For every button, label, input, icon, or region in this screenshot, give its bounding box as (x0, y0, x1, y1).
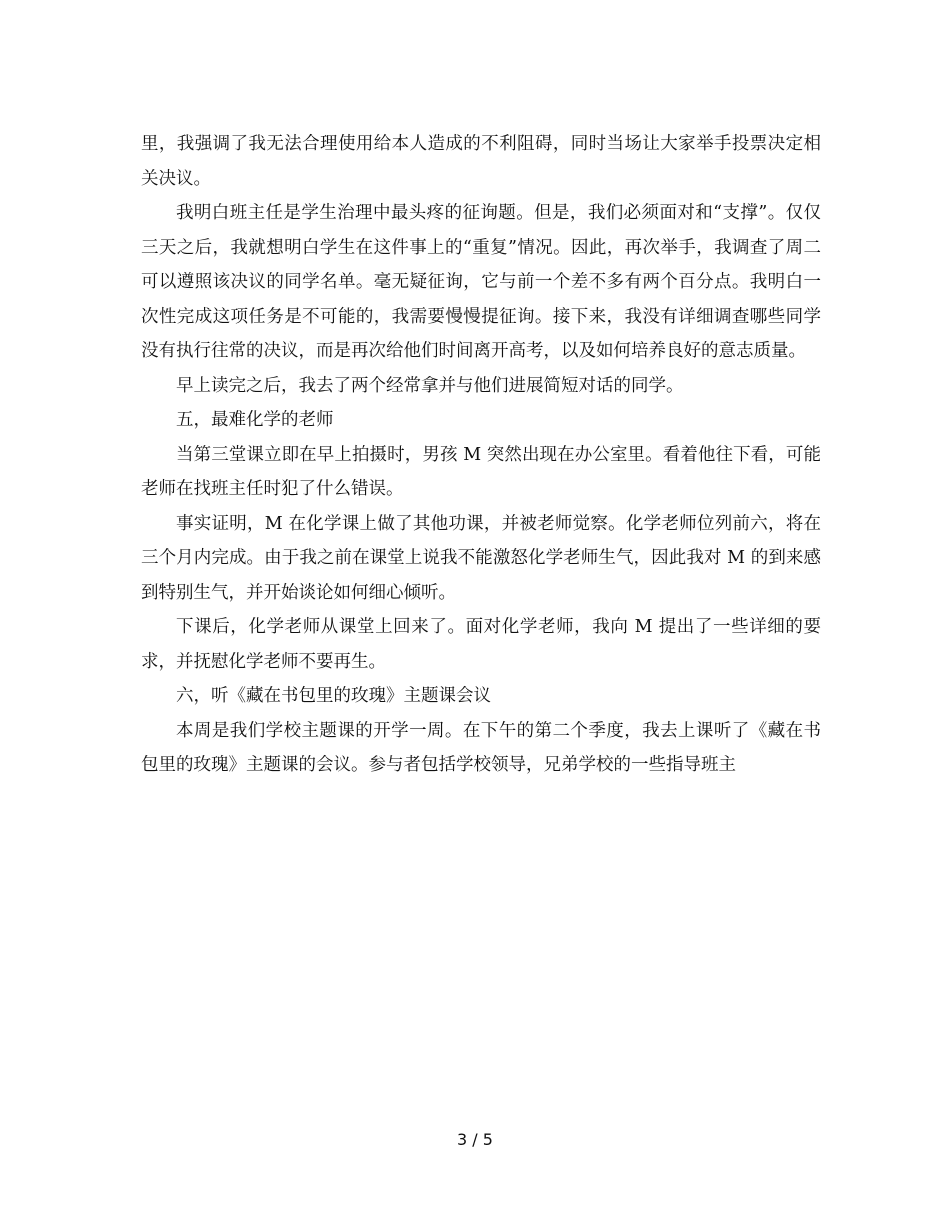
section-heading-5: 五，最难化学的老师 (176, 410, 334, 430)
section-heading-6: 六，听《藏在书包里的玫瑰》主题课会议 (176, 686, 491, 706)
paragraph-5: 事实证明，M 在化学课上做了其他功课，并被老师觉察。化学老师位列前六，将在三个月内完成。由于我之前在课堂上说我不能激怒化学老师生气，因此我对 M 的到来感到特别生气，并开始谈论如何细心倾听。 (141, 513, 821, 603)
paragraph-2: 我明白班主任是学生治理中最头疼的征询题。但是，我们必须面对和“支撑”。仅仅三天之后，我就想明白学生在这件事上的“重复”情况。因此，再次举手，我调查了周二可以遵照该决议的同学名单。毫无疑征询，它与前一个差不多有两个百分点。我明白一次性完成这项任务是不可能的，我需要慢慢提征询。接下来，我没有详细调查哪些同学没有执行往常的决议，而是再次给他们时间离开高考，以及如何培养良好的意志质量。 (141, 203, 821, 361)
paragraph-4: 当第三堂课立即在早上拍摄时，男孩 M 突然出现在办公室里。看着他往下看，可能老师在找班主任时犯了什么错误。 (141, 444, 821, 499)
paragraph-3: 早上读完之后，我去了两个经常拿并与他们进展简短对话的同学。 (176, 375, 684, 396)
page-number: 3 / 5 (457, 1130, 493, 1149)
paragraph-6: 下课后，化学老师从课堂上回来了。面对化学老师，我向 M 提出了一些详细的要求，并抚慰化学老师不要再生。 (141, 617, 821, 672)
document-body (141, 127, 821, 783)
paragraph-1: 里，我强调了我无法合理使用给本人造成的不利阻碍，同时当场让大家举手投票决定相关决议。 (141, 134, 821, 189)
paragraph-7: 本周是我们学校主题课的开学一周。在下午的第二个季度，我去上课听了《藏在书包里的玫瑰》主题课的会议。参与者包括学校领导，兄弟学校的一些指导班主 (141, 720, 821, 775)
